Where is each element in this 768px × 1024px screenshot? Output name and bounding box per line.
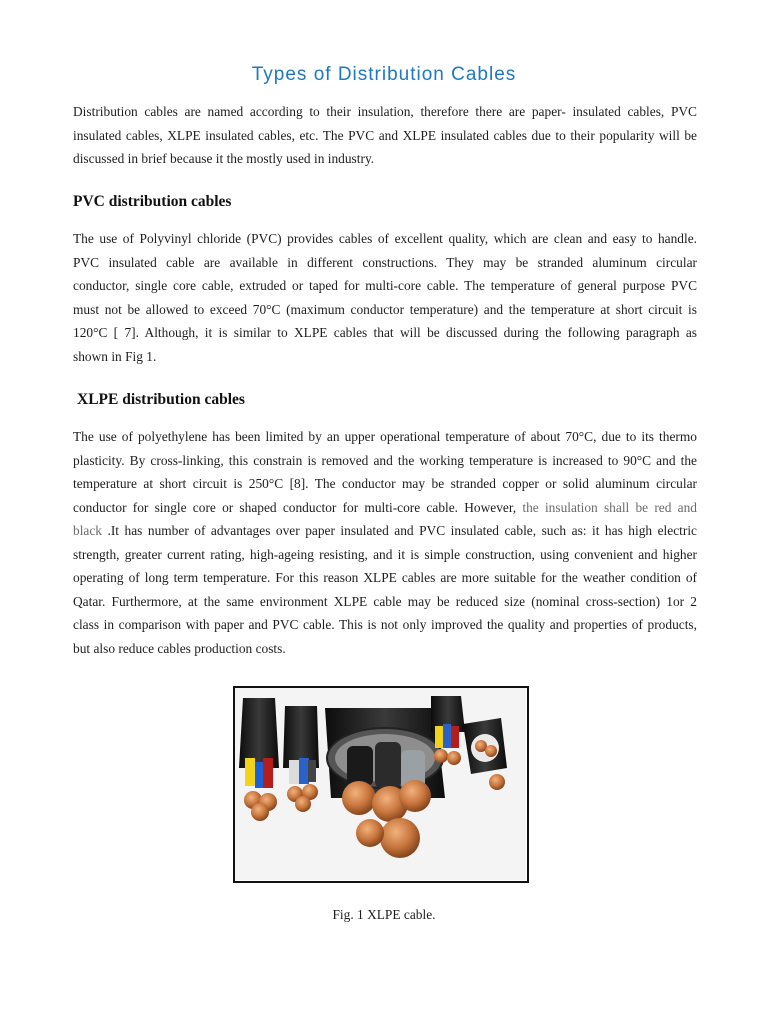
intro-line: insulated cables, XLPE insulated cables, etc. The PVC and XLPE insulated cables due to their popularity will be: [73, 127, 697, 143]
xlpe-line: [73, 496, 697, 520]
xlpe-line-part: .It has number of advantages over paper insulated and PVC insulated cable, such as: it has high electric: [107, 523, 697, 538]
intro-paragraph: [73, 100, 697, 171]
xlpe-line: plasticity. By cross-linking, this constrain is removed and the working temperature is increased to 90°C and the: [73, 452, 697, 468]
pvc-line: 120°C [ 7]. Although, it is similar to XLPE cables that will be discussed during the following paragraph as: [73, 325, 697, 340]
highlighted-black-text: black: [73, 523, 108, 538]
xlpe-line: operating of long term temperature. For this reason XLPE cables are more suitable for the weather condition of: [73, 570, 697, 585]
xlpe-line: [73, 519, 697, 543]
xlpe-line-part: conductor for single core or shaped conductor for multi-core cable. However,: [73, 499, 523, 515]
pvc-line: conductor, single core cable, extruded or taped for multi-core cable. The temperature of general purpose PVC: [73, 278, 697, 293]
xlpe-paragraph: [73, 425, 697, 660]
figure-caption: Fig. 1 XLPE cable.: [332, 907, 436, 922]
highlighted-insulation-text: the insulation shall be red and: [522, 499, 697, 515]
xlpe-heading: XLPE distribution cables: [77, 391, 245, 408]
intro-line: discussed in brief because it the mostly used in industry.: [73, 151, 375, 166]
pvc-line: shown in Fig 1.: [73, 348, 157, 364]
xlpe-cable-image: [233, 686, 529, 883]
pvc-paragraph: [73, 227, 697, 368]
xlpe-line: but also reduce cables production costs.: [73, 640, 286, 656]
page-title: Types of Distribution Cables: [251, 64, 517, 85]
xlpe-line: class in comparison with paper and PVC cable. This is not only improved the quality and properties of products,: [73, 617, 697, 632]
cable-illustration: [235, 688, 526, 880]
pvc-heading: PVC distribution cables: [73, 193, 232, 210]
xlpe-line: temperature at short circuit is 250°C [8]. The conductor may be stranded copper or solid aluminum circular: [73, 476, 697, 491]
pvc-line: PVC insulated cable are available in different constructions. They may be stranded aluminum circular: [73, 254, 697, 270]
pvc-line: The use of Polyvinyl chloride (PVC) provides cables of excellent quality, which are clean and easy to handle.: [73, 231, 697, 246]
intro-line: Distribution cables are named according to their insulation, therefore there are paper- insulated cables, PVC: [73, 104, 697, 119]
xlpe-line: Qatar. Furthermore, at the same environment XLPE cable may be reduced size (nominal cross-section) 1or 2: [73, 593, 697, 609]
xlpe-line: The use of polyethylene has been limited by an upper operational temperature of about 70°C, due to its thermo: [73, 429, 697, 444]
xlpe-line: strength, greater current rating, high-ageing resisting, and it is simple construction, using convenient and higher: [73, 546, 697, 562]
pvc-line: must not be allowed to exceed 70°C (maximum conductor temperature) and the temperature at short circuit is: [73, 301, 697, 317]
